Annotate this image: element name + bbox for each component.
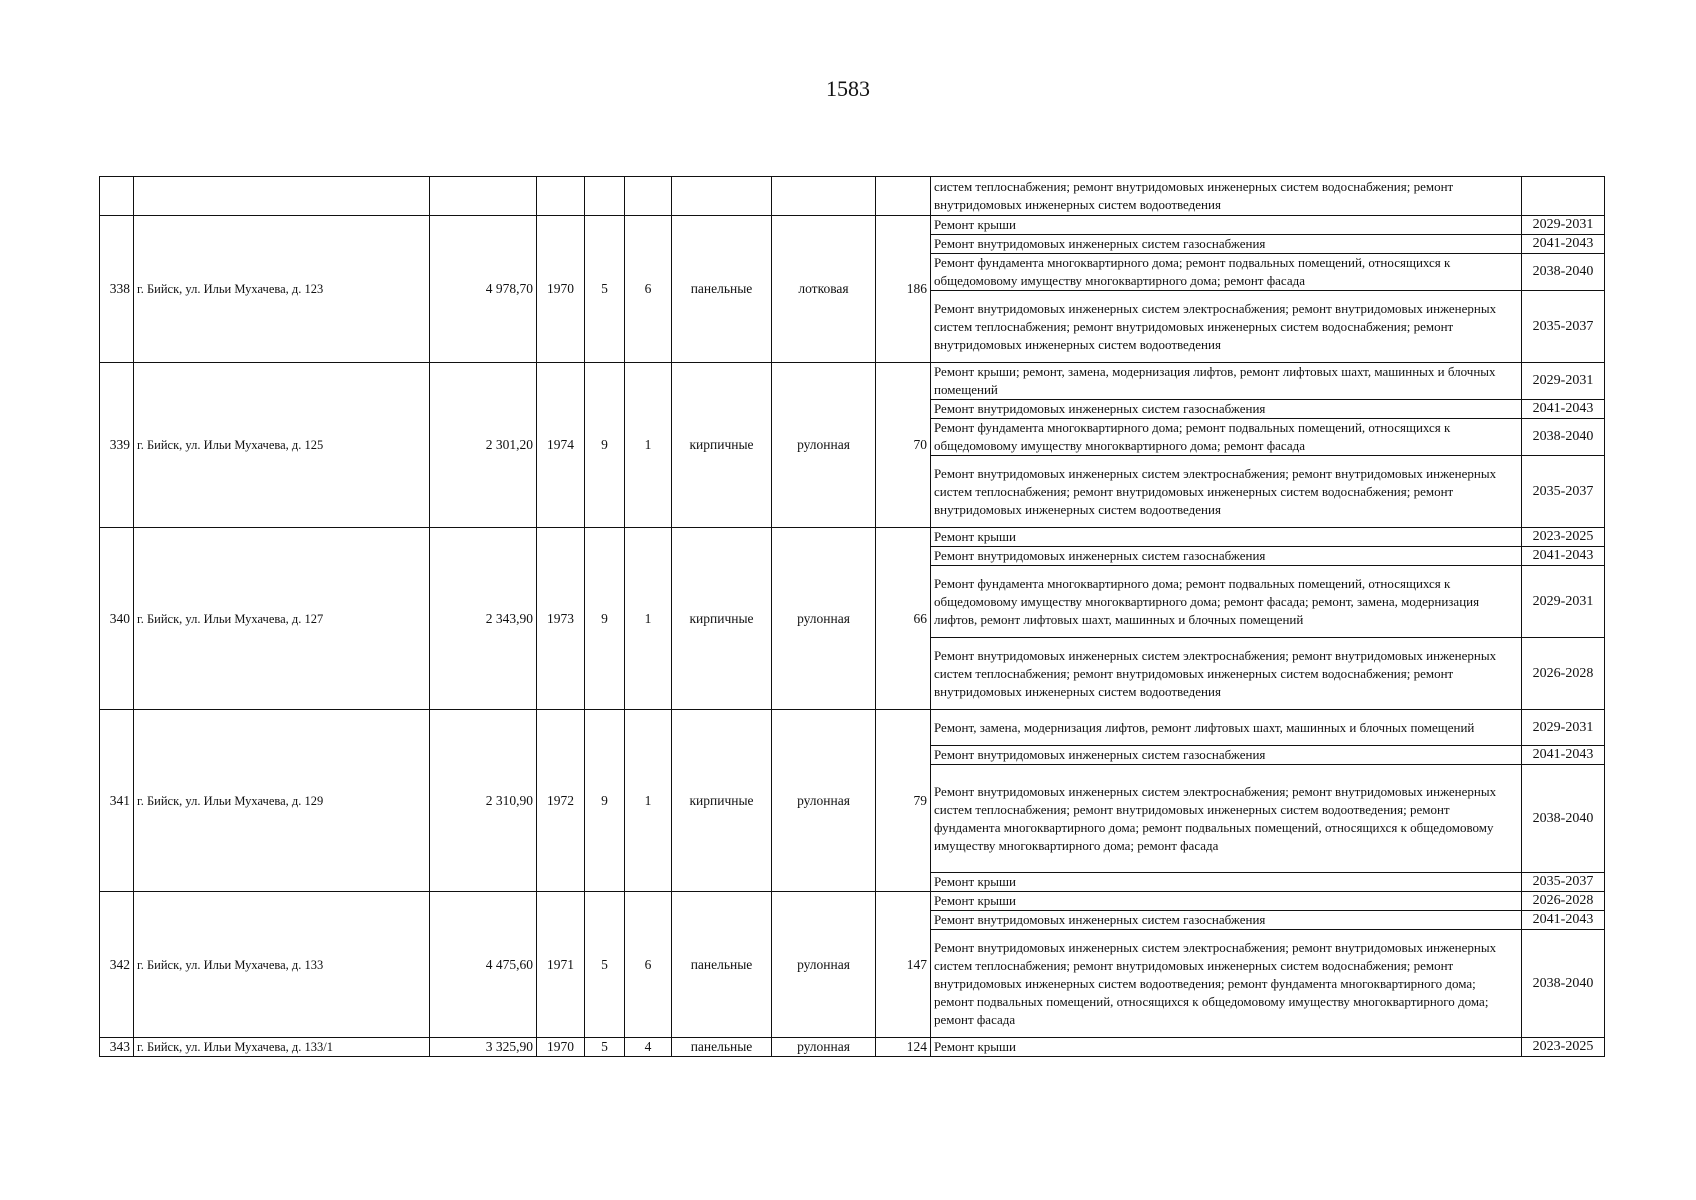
work-period: 2038-2040 bbox=[1522, 930, 1605, 1038]
work-description: Ремонт внутридомовых инженерных систем газоснабжения bbox=[931, 400, 1522, 419]
work-description: Ремонт внутридомовых инженерных систем газоснабжения bbox=[931, 235, 1522, 254]
residents-count: 124 bbox=[876, 1038, 931, 1057]
work-period bbox=[1522, 177, 1605, 216]
work-description: Ремонт внутридомовых инженерных систем электроснабжения; ремонт внутридомовых инженерных систем теплоснабжения; ремонт внутридомовых инженерных систем водоотведения; ремонт фундамента многоквартирного дома; ремонт подвальных помещений, относящихся к общедомовому имуществу многоквартирного дома; ремонт фасада bbox=[931, 765, 1522, 873]
floor-count: 5 bbox=[585, 1038, 625, 1057]
floor-count: 5 bbox=[585, 892, 625, 1038]
work-period: 2029-2031 bbox=[1522, 216, 1605, 235]
entrance-count: 4 bbox=[625, 1038, 672, 1057]
wall-material: панельные bbox=[672, 216, 772, 363]
wall-material: кирпичные bbox=[672, 528, 772, 710]
table-row bbox=[100, 216, 1605, 235]
wall-material: кирпичные bbox=[672, 363, 772, 528]
empty-cell bbox=[100, 177, 134, 216]
empty-cell bbox=[672, 177, 772, 216]
row-number: 341 bbox=[100, 710, 134, 892]
work-description: Ремонт внутридомовых инженерных систем газоснабжения bbox=[931, 547, 1522, 566]
work-period: 2041-2043 bbox=[1522, 235, 1605, 254]
empty-cell bbox=[772, 177, 876, 216]
construction-year: 1974 bbox=[537, 363, 585, 528]
work-period: 2038-2040 bbox=[1522, 254, 1605, 291]
work-description: Ремонт внутридомовых инженерных систем электроснабжения; ремонт внутридомовых инженерных систем теплоснабжения; ремонт внутридомовых инженерных систем водоснабжения; ремонт внутридомовых инженерных систем водоотведения bbox=[931, 638, 1522, 710]
work-description: Ремонт внутридомовых инженерных систем газоснабжения bbox=[931, 911, 1522, 930]
work-period: 2041-2043 bbox=[1522, 746, 1605, 765]
row-number: 339 bbox=[100, 363, 134, 528]
work-description: Ремонт, замена, модернизация лифтов, ремонт лифтовых шахт, машинных и блочных помещений bbox=[931, 710, 1522, 746]
repair-program-table bbox=[99, 176, 1605, 1057]
work-description: Ремонт внутридомовых инженерных систем газоснабжения bbox=[931, 746, 1522, 765]
empty-cell bbox=[537, 177, 585, 216]
table-row bbox=[100, 528, 1605, 547]
work-period: 2041-2043 bbox=[1522, 400, 1605, 419]
work-description: Ремонт крыши; ремонт, замена, модернизация лифтов, ремонт лифтовых шахт, машинных и блочных помещений bbox=[931, 363, 1522, 400]
work-period: 2026-2028 bbox=[1522, 892, 1605, 911]
work-description: Ремонт фундамента многоквартирного дома; ремонт подвальных помещений, относящихся к общедомовому имуществу многоквартирного дома; ремонт фасада; ремонт, замена, модернизация лифтов, ремонт лифтовых шахт, машинных и блочных помещений bbox=[931, 566, 1522, 638]
wall-material: панельные bbox=[672, 892, 772, 1038]
row-number: 338 bbox=[100, 216, 134, 363]
work-period: 2026-2028 bbox=[1522, 638, 1605, 710]
floor-count: 9 bbox=[585, 710, 625, 892]
building-address: г. Бийск, ул. Ильи Мухачева, д. 125 bbox=[134, 363, 430, 528]
building-address: г. Бийск, ул. Ильи Мухачева, д. 123 bbox=[134, 216, 430, 363]
roof-type: лотковая bbox=[772, 216, 876, 363]
roof-type: рулонная bbox=[772, 710, 876, 892]
table-row bbox=[100, 1038, 1605, 1057]
empty-cell bbox=[585, 177, 625, 216]
work-period: 2041-2043 bbox=[1522, 911, 1605, 930]
work-period: 2023-2025 bbox=[1522, 1038, 1605, 1057]
work-description: Ремонт внутридомовых инженерных систем электроснабжения; ремонт внутридомовых инженерных систем теплоснабжения; ремонт внутридомовых инженерных систем водоснабжения; ремонт внутридомовых инженерных систем водоотведения bbox=[931, 456, 1522, 528]
row-number: 340 bbox=[100, 528, 134, 710]
construction-year: 1970 bbox=[537, 1038, 585, 1057]
empty-cell bbox=[430, 177, 537, 216]
work-period: 2035-2037 bbox=[1522, 873, 1605, 892]
total-area: 2 343,90 bbox=[430, 528, 537, 710]
work-description: Ремонт фундамента многоквартирного дома; ремонт подвальных помещений, относящихся к общедомовому имуществу многоквартирного дома; ремонт фасада bbox=[931, 254, 1522, 291]
total-area: 2 301,20 bbox=[430, 363, 537, 528]
work-description: Ремонт внутридомовых инженерных систем электроснабжения; ремонт внутридомовых инженерных систем теплоснабжения; ремонт внутридомовых инженерных систем водоснабжения; ремонт внутридомовых инженерных систем водоотведения; ремонт фундамента многоквартирного дома; ремонт подвальных помещений, относящихся к общедомовому имуществу многоквартирного дома; ремонт фасада bbox=[931, 930, 1522, 1038]
work-period: 2029-2031 bbox=[1522, 363, 1605, 400]
roof-type: рулонная bbox=[772, 363, 876, 528]
continuation-row bbox=[100, 177, 1605, 216]
wall-material: кирпичные bbox=[672, 710, 772, 892]
building-address: г. Бийск, ул. Ильи Мухачева, д. 133 bbox=[134, 892, 430, 1038]
work-description: Ремонт крыши bbox=[931, 216, 1522, 235]
work-period: 2023-2025 bbox=[1522, 528, 1605, 547]
work-description: Ремонт крыши bbox=[931, 1038, 1522, 1057]
entrance-count: 6 bbox=[625, 216, 672, 363]
work-period: 2038-2040 bbox=[1522, 419, 1605, 456]
work-description: Ремонт крыши bbox=[931, 528, 1522, 547]
floor-count: 9 bbox=[585, 363, 625, 528]
building-address: г. Бийск, ул. Ильи Мухачева, д. 129 bbox=[134, 710, 430, 892]
construction-year: 1972 bbox=[537, 710, 585, 892]
residents-count: 79 bbox=[876, 710, 931, 892]
work-period: 2035-2037 bbox=[1522, 456, 1605, 528]
building-address: г. Бийск, ул. Ильи Мухачева, д. 127 bbox=[134, 528, 430, 710]
empty-cell bbox=[134, 177, 430, 216]
empty-cell bbox=[876, 177, 931, 216]
roof-type: рулонная bbox=[772, 1038, 876, 1057]
residents-count: 66 bbox=[876, 528, 931, 710]
entrance-count: 1 bbox=[625, 710, 672, 892]
total-area: 2 310,90 bbox=[430, 710, 537, 892]
table-row bbox=[100, 710, 1605, 746]
row-number: 342 bbox=[100, 892, 134, 1038]
total-area: 4 978,70 bbox=[430, 216, 537, 363]
entrance-count: 1 bbox=[625, 528, 672, 710]
work-period: 2035-2037 bbox=[1522, 291, 1605, 363]
work-period: 2041-2043 bbox=[1522, 547, 1605, 566]
work-description: Ремонт фундамента многоквартирного дома; ремонт подвальных помещений, относящихся к общедомовому имуществу многоквартирного дома; ремонт фасада bbox=[931, 419, 1522, 456]
empty-cell bbox=[625, 177, 672, 216]
construction-year: 1971 bbox=[537, 892, 585, 1038]
row-number: 343 bbox=[100, 1038, 134, 1057]
work-period: 2029-2031 bbox=[1522, 566, 1605, 638]
residents-count: 70 bbox=[876, 363, 931, 528]
work-description: Ремонт крыши bbox=[931, 873, 1522, 892]
total-area: 3 325,90 bbox=[430, 1038, 537, 1057]
floor-count: 9 bbox=[585, 528, 625, 710]
roof-type: рулонная bbox=[772, 892, 876, 1038]
work-period: 2029-2031 bbox=[1522, 710, 1605, 746]
floor-count: 5 bbox=[585, 216, 625, 363]
table-row bbox=[100, 363, 1605, 400]
work-description: систем теплоснабжения; ремонт внутридомовых инженерных систем водоснабжения; ремонт внутридомовых инженерных систем водоотведения bbox=[931, 177, 1522, 216]
entrance-count: 6 bbox=[625, 892, 672, 1038]
table-row bbox=[100, 892, 1605, 911]
work-period: 2038-2040 bbox=[1522, 765, 1605, 873]
construction-year: 1970 bbox=[537, 216, 585, 363]
table-body bbox=[100, 177, 1605, 1057]
building-address: г. Бийск, ул. Ильи Мухачева, д. 133/1 bbox=[134, 1038, 430, 1057]
total-area: 4 475,60 bbox=[430, 892, 537, 1038]
page-number: 1583 bbox=[826, 76, 870, 101]
residents-count: 186 bbox=[876, 216, 931, 363]
roof-type: рулонная bbox=[772, 528, 876, 710]
construction-year: 1973 bbox=[537, 528, 585, 710]
residents-count: 147 bbox=[876, 892, 931, 1038]
wall-material: панельные bbox=[672, 1038, 772, 1057]
work-description: Ремонт внутридомовых инженерных систем электроснабжения; ремонт внутридомовых инженерных систем теплоснабжения; ремонт внутридомовых инженерных систем водоснабжения; ремонт внутридомовых инженерных систем водоотведения bbox=[931, 291, 1522, 363]
work-description: Ремонт крыши bbox=[931, 892, 1522, 911]
entrance-count: 1 bbox=[625, 363, 672, 528]
